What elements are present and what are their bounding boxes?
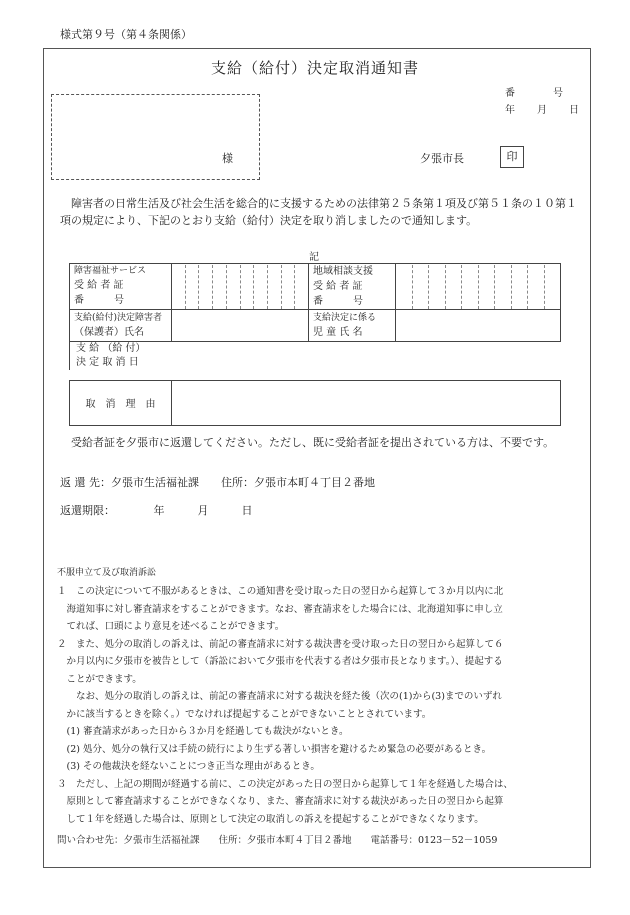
appeal-heading: 不服申立て及び取消訴訟	[57, 568, 157, 578]
decision-date-label: 支 給 （給 付） 決 定 取 消 日	[70, 342, 172, 371]
info-table	[69, 263, 561, 426]
note-line: 原則として審査請求することができなくなり、また、審査請求に対する裁決があった日の翌日から起算	[57, 796, 504, 807]
note-line: 海道知事に対し審査請求をすることができます。なお、審査請求をした場合には、北海道知事に申し立	[57, 603, 503, 615]
return-to: 返 還 先：夕張市生活福祉課 住所：夕張市本町４丁目２番地	[60, 476, 375, 489]
return-request: 受給者証を夕張市に返還してください。ただし、既に受給者証を提出されている方は、不要です。	[71, 436, 555, 449]
intro-text: 障害者の日常生活及び社会生活を総合的に支援するための法律第２５条第１項及び第５１条の１０第１項の規定により、下記のとおり支給（給付）決定を取り消しましたので通知します。	[60, 197, 577, 227]
contact-info: 問い合わせ先：夕張市生活福祉課 住所：夕張市本町４丁目２番地 電話番号：0123－52－1059	[57, 835, 498, 846]
document-title: 支給（給付）決定取消通知書	[210, 59, 419, 77]
child-name-input[interactable]	[396, 310, 561, 342]
note-line: (3) その他裁決を経ないことにつき正当な理由があるとき。	[57, 761, 320, 772]
cert-number-label: 障害福祉サービス 受 給 者 証 番 号	[70, 264, 172, 310]
reason-input[interactable]	[172, 380, 561, 425]
note-line: ３ ただし、上記の期間が経過する前に、この決定があった日の翌日から起算して１年を経過した場合は、	[57, 778, 513, 790]
seal-box: 印	[500, 146, 524, 168]
reason-label: 取 消 理 由	[70, 380, 172, 425]
form-number: 様式第９号（第４条関係）	[60, 28, 192, 41]
community-cert-label: 地域相談支援 受 給 者 証 番 号	[309, 264, 396, 310]
note-line: ことができます。	[57, 673, 142, 685]
issuer: 夕張市長	[420, 152, 464, 165]
note-line: して１年を経過した場合は、原則として決定の取消しの訴えを提起することができなくなります。	[57, 813, 484, 825]
record-mark: 記	[309, 252, 319, 263]
appeal-notes	[57, 583, 582, 828]
number-label: 番 号	[505, 88, 569, 99]
return-deadline: 返還期限： 年 月 日	[60, 504, 253, 517]
note-line: １ この決定について不服があるときは、この通知書を受け取った日の翌日から起算して３か月以内に北	[57, 586, 504, 597]
decision-date-value[interactable]	[172, 342, 561, 371]
child-name-label: 支給決定に係る 児 童 氏 名	[309, 310, 396, 342]
note-line: かに該当するときを除く。）でなければ提起することができないこととされています。	[57, 708, 432, 720]
note-line: なお、処分の取消しの訴えは、前記の審査請求に対する裁決を経た後（次の(1)から(3)までのいずれ	[57, 691, 502, 702]
note-line: (2) 処分、処分の執行又は手続の続行により生ずる著しい損害を避けるため緊急の必要があるとき。	[57, 743, 492, 755]
note-line: ２ また、処分の取消しの訴えは、前記の審査請求に対する裁決書を受け取った日の翌日から起算して６	[57, 638, 504, 650]
recipient-name-label: 支給(給付)決定障害者 （保護者）氏名	[70, 310, 172, 342]
note-line: てれば、口頭により意見を述べることができます。	[57, 621, 285, 632]
cert-number-input[interactable]	[172, 264, 309, 310]
date-label: 年 月 日	[505, 105, 585, 116]
community-cert-input[interactable]	[396, 264, 561, 310]
addressee-box	[51, 94, 260, 180]
note-line: (1) 審査請求があった日から３か月を経過しても裁決がないとき。	[57, 726, 349, 737]
recipient-name-input[interactable]	[172, 310, 309, 342]
addressee-suffix: 様	[222, 152, 233, 165]
note-line: か月以内に夕張市を被告として（訴訟において夕張市を代表する者は夕張市長となります。）、提起する	[57, 656, 503, 667]
